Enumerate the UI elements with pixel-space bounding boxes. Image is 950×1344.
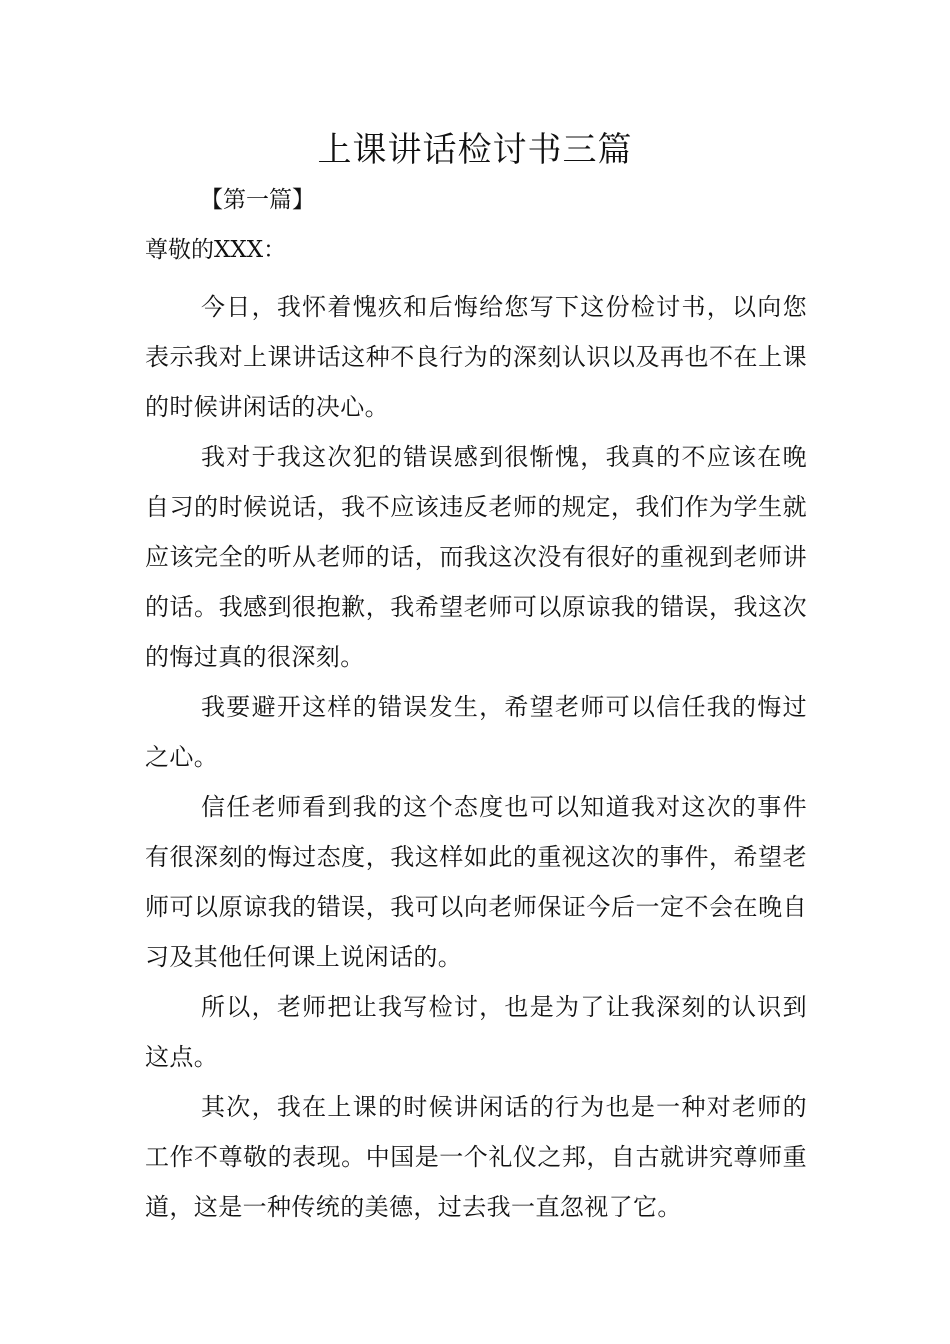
salutation: 尊敬的XXX：	[145, 237, 287, 263]
paragraph: 我对于我这次犯的错误感到很惭愧，我真的不应该在晚自习的时候说话，我不应该违反老师的规定，我们作为学生就应该完全的听从老师的话，而我这次没有很好的重视到老师讲的话。我感到很抱歉，我希望老师可以原谅我的错误，我这次的悔过真的很深刻。	[145, 443, 807, 671]
paragraph: 今日，我怀着愧疚和后悔给您写下这份检讨书，以向您表示我对上课讲话这种不良行为的深刻认识以及再也不在上课的时候讲闲话的决心。	[145, 293, 807, 421]
document-title: 上课讲话检讨书三篇	[317, 130, 633, 170]
paragraph: 我要避开这样的错误发生，希望老师可以信任我的悔过之心。	[145, 693, 807, 771]
document-body	[145, 282, 807, 1232]
paragraph: 信任老师看到我的这个态度也可以知道我对这次的事件有很深刻的悔过态度，我这样如此的重视这次的事件，希望老师可以原谅我的错误，我可以向老师保证今后一定不会在晚自习及其他任何课上说闲话的。	[145, 793, 807, 971]
paragraph: 所以，老师把让我写检讨，也是为了让我深刻的认识到这点。	[145, 993, 807, 1071]
paragraph: 其次，我在上课的时候讲闲话的行为也是一种对老师的工作不尊敬的表现。中国是一个礼仪之邦，自古就讲究尊师重道，这是一种传统的美德，过去我一直忽视了它。	[145, 1093, 807, 1221]
section-label: 【第一篇】	[200, 187, 315, 213]
